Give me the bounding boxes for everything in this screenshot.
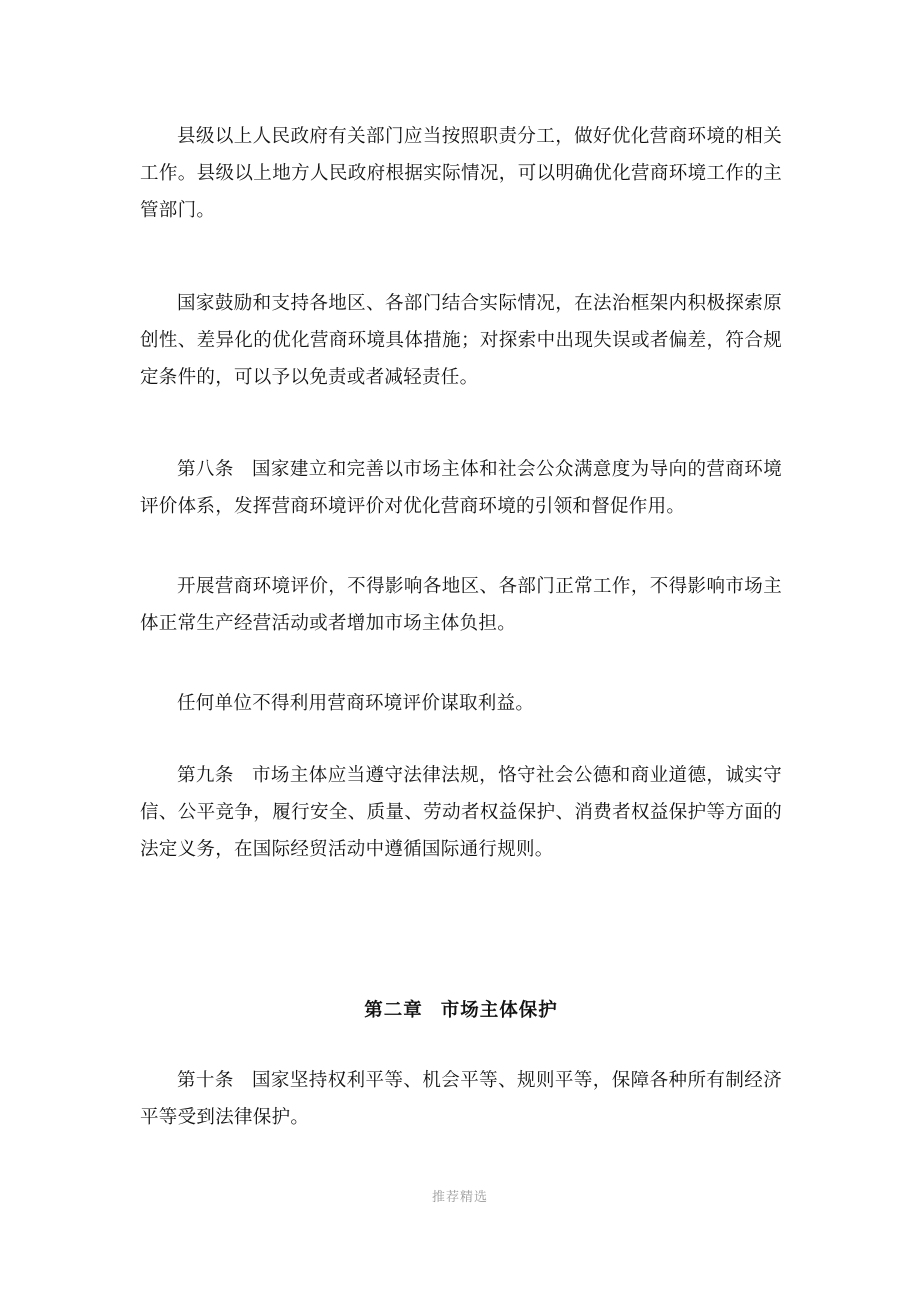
article-8	[140, 451, 782, 525]
paragraph-text: 开展营商环境评价，不得影响各地区、各部门正常工作，不得影响市场主体正常生产经营活动或者增加市场主体负担。	[140, 576, 782, 634]
paragraph-responsibilities	[140, 118, 782, 229]
chapter-heading	[140, 996, 782, 1026]
paragraph-encouragement	[140, 285, 782, 396]
article-text: 国家建立和完善以市场主体和社会公众满意度为导向的营商环境评价体系，发挥营商环境评价对优化营商环境的引领和督促作用。	[140, 459, 782, 517]
article-label: 第九条	[177, 765, 234, 786]
chapter-title: 市场主体保护	[440, 1000, 558, 1021]
chapter-number: 第二章	[364, 1000, 423, 1021]
article-label: 第八条	[177, 459, 234, 480]
article-9	[140, 757, 782, 868]
paragraph-no-profit	[140, 685, 782, 722]
paragraph-evaluation-limits	[140, 568, 782, 642]
article-10	[140, 1062, 782, 1136]
article-text: 国家坚持权利平等、机会平等、规则平等，保障各种所有制经济平等受到法律保护。	[140, 1070, 782, 1128]
paragraph-text: 任何单位不得利用营商环境评价谋取利益。	[177, 693, 535, 714]
paragraph-text: 县级以上人民政府有关部门应当按照职责分工，做好优化营商环境的相关工作。县级以上地方人民政府根据实际情况，可以明确优化营商环境工作的主管部门。	[140, 126, 782, 221]
article-text: 市场主体应当遵守法律法规，恪守社会公德和商业道德，诚实守信、公平竞争，履行安全、质量、劳动者权益保护、消费者权益保护等方面的法定义务，在国际经贸活动中遵循国际通行规则。	[140, 765, 782, 860]
paragraph-text: 国家鼓励和支持各地区、各部门结合实际情况，在法治框架内积极探索原创性、差异化的优化营商环境具体措施；对探索中出现失误或者偏差，符合规定条件的，可以予以免责或者减轻责任。	[140, 293, 782, 388]
page-footer: 推荐精选	[431, 1190, 488, 1205]
article-label: 第十条	[177, 1070, 234, 1091]
